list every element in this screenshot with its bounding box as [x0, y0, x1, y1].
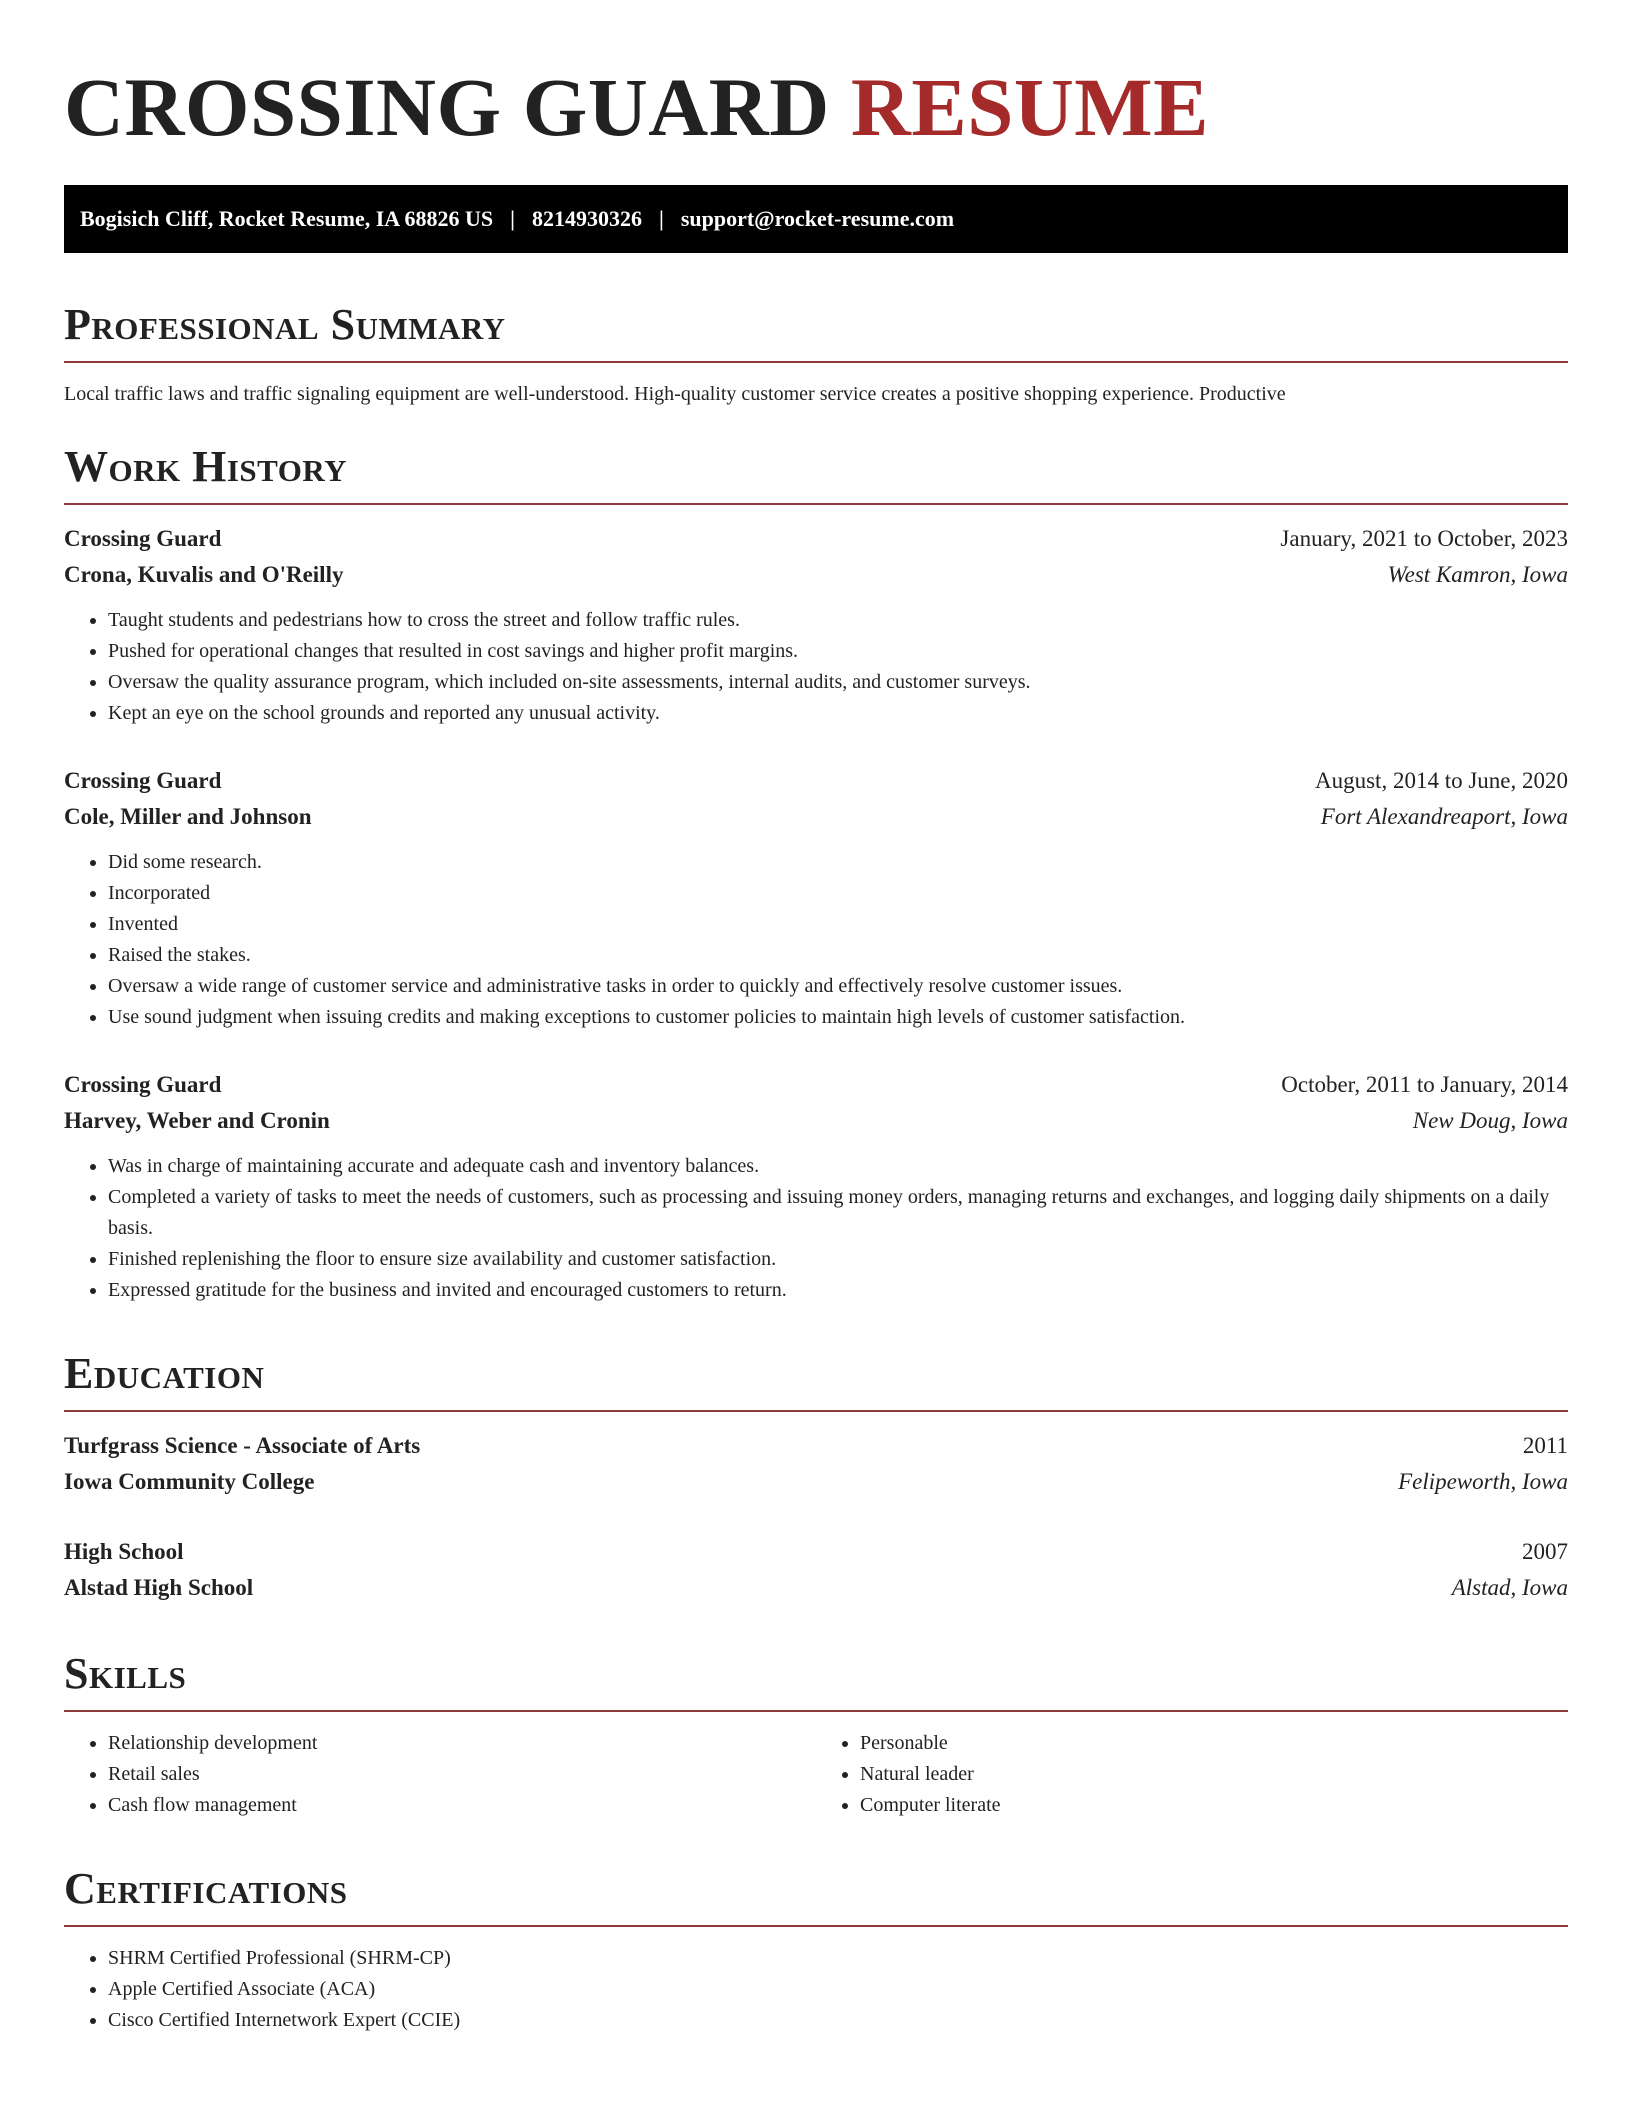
work-history-section — [64, 442, 1568, 1306]
job-company: Harvey, Weber and Cronin — [64, 1108, 330, 1133]
contact-email: support@rocket-resume.com — [680, 206, 955, 231]
contact-address: Bogisich Cliff, Rocket Resume, IA 68826 US — [80, 206, 494, 231]
contact-separator: | — [658, 206, 664, 231]
summary-text: Local traffic laws and traffic signaling equipment are well-understood. High-quality customer service creates a positive shopping experience. Productive — [64, 383, 1286, 405]
job-company: Cole, Miller and Johnson — [64, 804, 312, 829]
contact-bar — [64, 185, 1568, 253]
job-dates: October, 2011 to January, 2014 — [1281, 1072, 1568, 1097]
skills-section — [64, 1649, 1568, 1821]
job-location: Fort Alexandreaport, Iowa — [1320, 804, 1568, 829]
job-bullet: • Did some research. — [108, 847, 1568, 878]
job-title: Crossing Guard — [64, 1072, 222, 1097]
education-degree: High School — [64, 1539, 184, 1564]
section-heading-work: Work History — [64, 445, 1568, 505]
job-bullet: • Finished replenishing the floor to ensure size availability and customer satisfaction. — [108, 1244, 1568, 1275]
skill-item: • Relationship development — [108, 1728, 816, 1759]
skills-list-left — [64, 1728, 816, 1821]
job-bullet: • Expressed gratitude for the business and invited and encouraged customers to return. — [108, 1275, 1568, 1306]
job-company: Crona, Kuvalis and O'Reilly — [64, 562, 344, 587]
education-school: Alstad High School — [64, 1575, 254, 1600]
skill-item: • Computer literate — [860, 1790, 1568, 1821]
job-bullet: • Invented — [108, 909, 1568, 940]
job-entry — [64, 521, 1568, 729]
education-section — [64, 1349, 1568, 1606]
education-year: 2011 — [1522, 1433, 1568, 1458]
job-bullets — [64, 1151, 1568, 1306]
skill-item: • Natural leader — [860, 1759, 1568, 1790]
job-bullet: • Oversaw a wide range of customer service and administrative tasks in order to quickly and effectively resolve customer issues. — [108, 971, 1568, 1002]
certifications-section — [64, 1864, 1568, 2036]
education-entry — [64, 1534, 1568, 1606]
job-bullet: • Incorporated — [108, 878, 1568, 909]
skill-item: • Cash flow management — [108, 1790, 816, 1821]
job-location: West Kamron, Iowa — [1387, 562, 1568, 587]
section-heading-skills: Skills — [64, 1652, 1568, 1712]
contact-phone: 8214930326 — [531, 206, 642, 231]
job-bullet: • Was in charge of maintaining accurate and adequate cash and inventory balances. — [108, 1151, 1568, 1182]
job-title: Crossing Guard — [64, 526, 222, 551]
certification-item: • Apple Certified Associate (ACA) — [108, 1974, 1568, 2005]
skills-columns — [64, 1728, 1568, 1821]
job-location: New Doug, Iowa — [1412, 1108, 1568, 1133]
section-heading-certifications: Certifications — [64, 1867, 1568, 1927]
skill-item: • Retail sales — [108, 1759, 816, 1790]
section-heading-summary: Professional Summary — [64, 303, 1568, 363]
title-accent: RESUME — [850, 61, 1209, 153]
job-bullet: • Oversaw the quality assurance program, which included on-site assessments, internal audits, and customer surveys. — [108, 667, 1568, 698]
summary-section — [64, 300, 1568, 407]
job-bullet: • Completed a variety of tasks to meet the needs of customers, such as processing and issuing money orders, managing returns and exchanges, and logging daily shipments on a daily basis. — [108, 1182, 1568, 1244]
job-dates: January, 2021 to October, 2023 — [1280, 526, 1568, 551]
page-title — [64, 61, 1568, 153]
skill-item: • Personable — [860, 1728, 1568, 1759]
education-entry — [64, 1428, 1568, 1500]
certifications-list — [64, 1943, 1568, 2036]
skills-list-right — [816, 1728, 1568, 1821]
contact-separator: | — [510, 206, 515, 231]
job-title: Crossing Guard — [64, 768, 222, 793]
section-heading-education: Education — [64, 1352, 1568, 1412]
job-entry — [64, 1067, 1568, 1306]
job-bullets — [64, 605, 1568, 729]
education-location: Felipeworth, Iowa — [1398, 1469, 1568, 1494]
job-bullet: • Pushed for operational changes that resulted in cost savings and higher profit margins. — [108, 636, 1568, 667]
job-bullet: • Kept an eye on the school grounds and reported any unusual activity. — [108, 698, 1568, 729]
job-bullets — [64, 847, 1568, 1033]
certification-item: • SHRM Certified Professional (SHRM-CP) — [108, 1943, 1568, 1974]
education-degree: Turfgrass Science - Associate of Arts — [64, 1433, 421, 1458]
education-school: Iowa Community College — [64, 1469, 315, 1494]
job-bullet: • Use sound judgment when issuing credits and making exceptions to customer policies to maintain high levels of customer satisfaction. — [108, 1002, 1568, 1033]
education-year: 2007 — [1522, 1539, 1568, 1564]
certification-item: • Cisco Certified Internetwork Expert (CCIE) — [108, 2005, 1568, 2036]
job-bullet: • Taught students and pedestrians how to cross the street and follow traffic rules. — [108, 605, 1568, 636]
education-location: Alstad, Iowa — [1451, 1575, 1568, 1600]
title-main: CROSSING GUARD — [64, 61, 830, 153]
job-dates: August, 2014 to June, 2020 — [1315, 768, 1568, 793]
job-bullet: • Raised the stakes. — [108, 940, 1568, 971]
job-entry — [64, 763, 1568, 1033]
